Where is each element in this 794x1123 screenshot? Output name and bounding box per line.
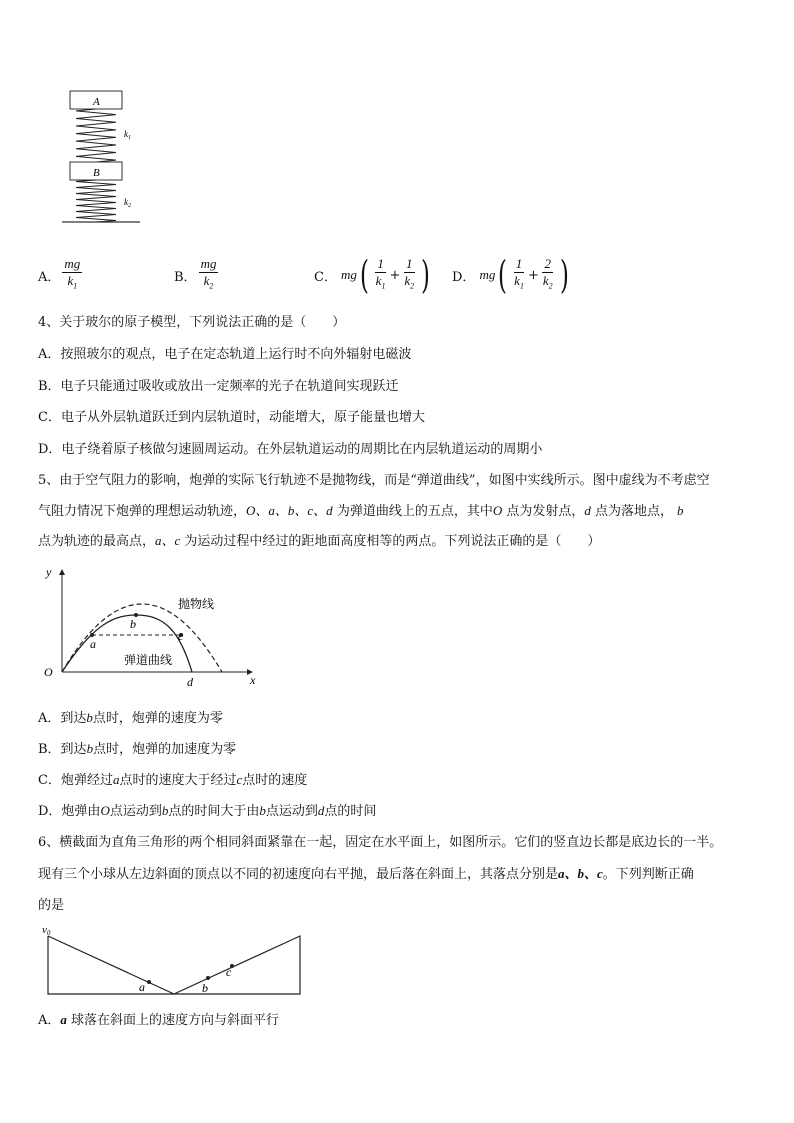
spring-coil: [76, 180, 116, 222]
ballistic-label: 弹道曲线: [124, 653, 173, 667]
point-a-label: a: [90, 637, 96, 651]
parabola-label: 抛物线: [178, 597, 215, 611]
q6-option-a[interactable]: A．a 球落在斜面上的速度方向与斜面平行: [38, 1012, 280, 1028]
landing-c-label: c: [226, 965, 232, 979]
block-a-label: A: [93, 96, 100, 108]
q3-options: [38, 250, 778, 300]
q3-option-b[interactable]: B． $\frac{mg}{k_2}$: [174, 250, 220, 300]
incline-figure: [38, 920, 308, 1000]
origin-label: O: [44, 665, 53, 679]
q4-option-c[interactable]: C．电子从外层轨道跃迁到内层轨道时，动能增大，原子能量也增大: [38, 410, 425, 425]
block-b-label: B: [93, 167, 100, 179]
q5-stem-line2: 气阻力情况下炮弹的理想运动轨迹，O、a、b、c、d 为弹道曲线上的五点，其中O 点为发射点，d 点为落地点， b: [38, 503, 684, 519]
q4-option-a[interactable]: A．按照玻尔的观点，电子在定态轨道上运行时不向外辐射电磁波: [38, 347, 412, 362]
landing-a: [147, 980, 151, 984]
point-d-label: d: [187, 675, 193, 689]
spring-blocks-figure: [60, 88, 150, 228]
q4-option-b[interactable]: B．电子只能通过吸收或放出一定频率的光子在轨道间实现跃迁: [38, 379, 399, 394]
point-c-label: c: [178, 629, 184, 643]
v0-label: v0: [42, 924, 51, 937]
q5-option-d[interactable]: D．炮弹由O点运动到b点的时间大于由b点运动到d点的时间: [38, 803, 377, 819]
q5-stem-line1: 5、由于空气阻力的影响，炮弹的实际飞行轨迹不是抛物线，而是“弹道曲线”，如图中实线所示。图中虚线为不考虑空: [38, 473, 710, 488]
q5-option-c[interactable]: C．炮弹经过a点时的速度大于经过c点时的速度: [38, 772, 308, 788]
q3-option-c[interactable]: C． mg ( $\frac{1}{k_1}$ + $\frac{1}{k_2}$ ): [314, 253, 431, 297]
x-axis-label: x: [250, 673, 256, 687]
y-axis-label: y: [46, 565, 52, 579]
spring-k1: [76, 109, 116, 162]
point-b-label: b: [130, 617, 136, 631]
q3-option-d[interactable]: D． mg ( $\frac{1}{k_1}$ + $\frac{2}{k_2}$ ): [452, 253, 569, 297]
q4-option-d[interactable]: D．电子绕着原子核做匀速圆周运动。在外层轨道运动的周期比在内层轨道运动的周期小: [38, 442, 543, 457]
landing-b-label: b: [202, 981, 208, 995]
landing-a-label: a: [139, 980, 145, 994]
spring-coil: [76, 109, 116, 162]
q5-option-a[interactable]: A．到达b点时，炮弹的速度为零: [38, 710, 223, 726]
fraction-mg-k2: $\frac{mg}{k_2}$: [200, 255, 217, 291]
fraction-mg-k1: $\frac{mg}{k_1}$: [64, 255, 81, 291]
spring-k2: [76, 180, 116, 222]
q6-stem-line3: 的是: [38, 898, 65, 913]
q3-option-a[interactable]: A． $\frac{mg}{k_1}$: [38, 250, 84, 300]
q6-stem-line1: 6、横截面为直角三角形的两个相同斜面紧靠在一起，固定在水平面上，如图所示。它们的竖直边长都是底边长的一半。: [38, 835, 723, 850]
q5-option-b[interactable]: B．到达b点时，炮弹的加速度为零: [38, 741, 237, 757]
trajectory-figure: [40, 562, 265, 692]
q4-stem: 4、关于玻尔的原子模型，下列说法正确的是（ ）: [38, 315, 346, 330]
spring-k1-label: $k_1$: [124, 129, 131, 141]
q5-stem-line3: 点为轨迹的最高点，a、c 为运动过程中经过的距地面高度相等的两点。下列说法正确的是（ ）: [38, 533, 601, 549]
inclines-outline: [48, 936, 300, 994]
landing-b: [206, 976, 210, 980]
spring-k2-label: $k_2$: [124, 197, 131, 209]
q6-stem-line2: 现有三个小球从左边斜面的顶点以不同的初速度向右平抛，最后落在斜面上，其落点分别是a、b、c。下列判断正确: [38, 866, 694, 882]
